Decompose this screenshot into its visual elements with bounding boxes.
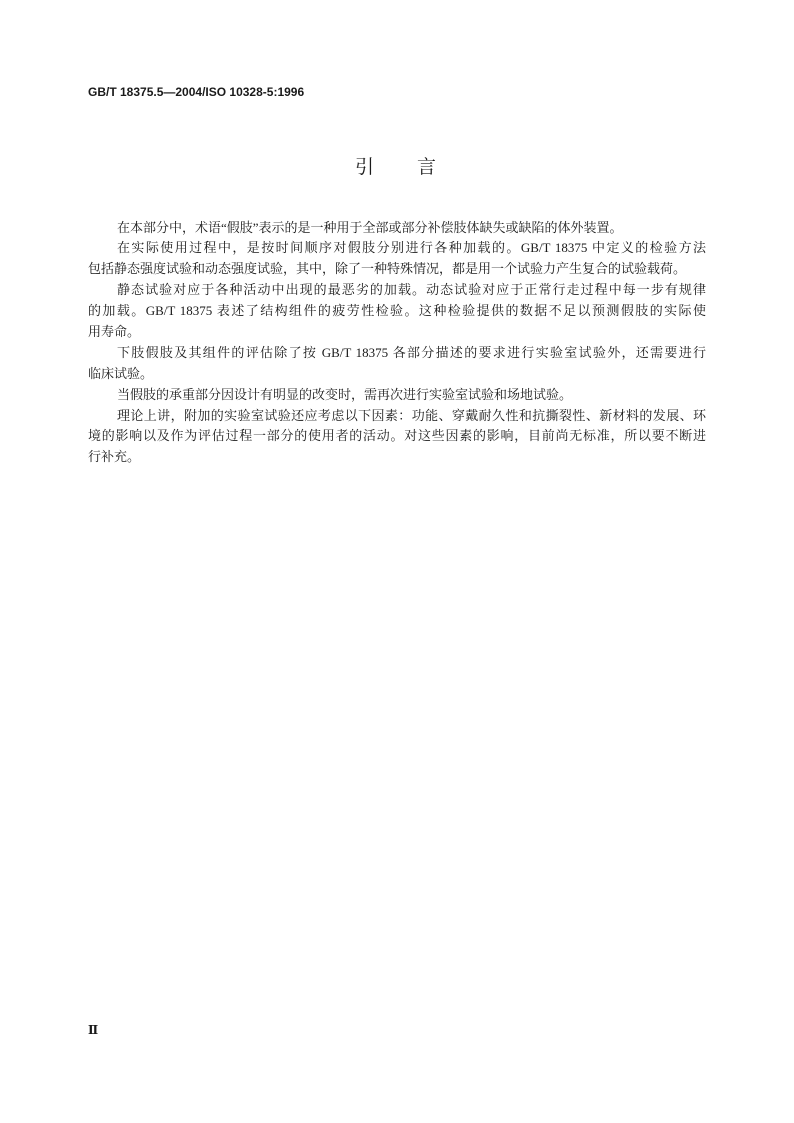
paragraph-line: 在实际使用过程中，是按时间顺序对假肢分别进行各种加载的。GB/T 18375 中定义的检验方法 (117, 240, 706, 256)
paragraph-line: 的加载。GB/T 18375 表述了结构组件的疲劳性检验。这种检验提供的数据不足以预测假肢的实际使 (88, 303, 706, 319)
paragraph-line: 静态试验对应于各种活动中出现的最恶劣的加载。动态试验对应于正常行走过程中每一步有规律 (117, 282, 706, 298)
paragraph-clinical-tests (88, 343, 706, 385)
paragraph-line: 临床试验。 (88, 365, 154, 381)
paragraph-line: 用寿命。 (88, 323, 141, 339)
paragraph-line: 理论上讲，附加的实验室试验还应考虑以下因素：功能、穿戴耐久性和抗撕裂性、新材料的发展、环 (117, 407, 706, 423)
paragraph-static-dynamic-tests (88, 280, 706, 343)
paragraph-line: 当假肢的承重部分因设计有明显的改变时，需再次进行实验室试验和场地试验。 (117, 386, 573, 402)
paragraph-line: 在本部分中，术语“假肢”表示的是一种用于全部或部分补偿肢体缺失或缺陷的体外装置。 (117, 219, 623, 235)
standard-number-header: GB/T 18375.5—2004/ISO 10328-5:1996 (88, 85, 305, 99)
paragraph-line: 境的影响以及作为评估过程一部分的使用者的活动。对这些因素的影响，目前尚无标准，所以要不断进 (88, 428, 706, 444)
paragraph-design-change (88, 385, 706, 406)
paragraph-line: 下肢假肢及其组件的评估除了按 GB/T 18375 各部分描述的要求进行实验室试验外，还需要进行 (117, 344, 706, 360)
paragraph-line: 行补充。 (88, 449, 141, 465)
paragraph-line: 包括静态强度试验和动态强度试验，其中，除了一种特殊情况，都是用一个试验力产生复合的试验载荷。 (88, 261, 687, 277)
section-title: 引 言 (355, 156, 449, 178)
paragraph-loading-sequence (88, 238, 706, 280)
page-number: Ⅱ (88, 1023, 99, 1037)
paragraph-additional-tests (88, 406, 706, 469)
introduction-body (88, 218, 706, 469)
paragraph-definition (88, 218, 706, 239)
